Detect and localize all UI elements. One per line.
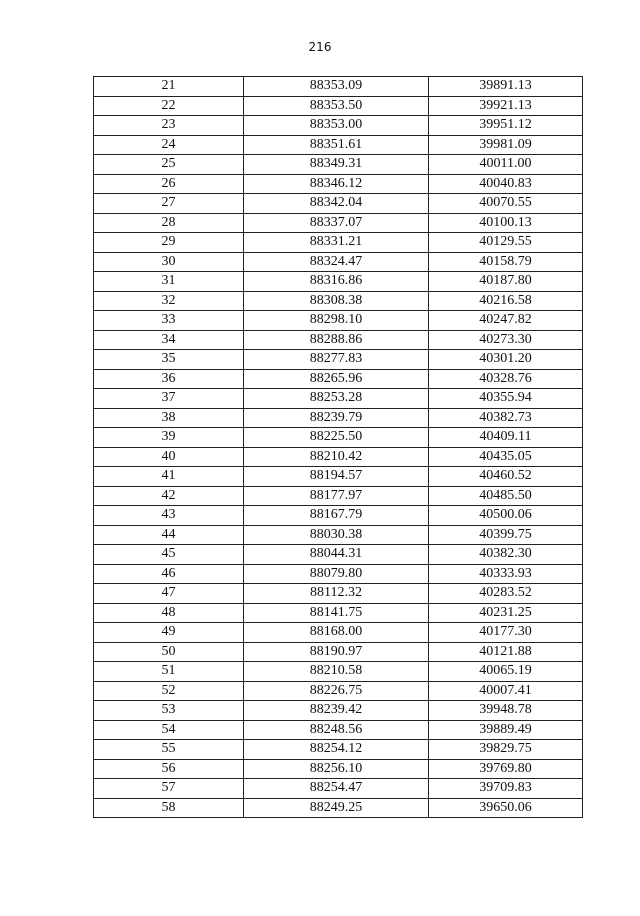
point-number-cell: 24 [94,135,244,155]
y-coordinate-cell: 40382.30 [429,545,583,565]
point-number-cell: 23 [94,116,244,136]
x-coordinate-cell: 88353.09 [244,77,429,97]
table-row [94,135,583,155]
x-coordinate-cell: 88353.50 [244,96,429,116]
y-coordinate-cell: 40435.05 [429,447,583,467]
x-coordinate-cell: 88210.42 [244,447,429,467]
table-row [94,798,583,818]
y-coordinate-cell: 40129.55 [429,233,583,253]
y-coordinate-cell: 40011.00 [429,155,583,175]
table-row [94,291,583,311]
point-number-cell: 48 [94,603,244,623]
point-number-cell: 54 [94,720,244,740]
point-number-cell: 45 [94,545,244,565]
point-number-cell: 58 [94,798,244,818]
x-coordinate-cell: 88256.10 [244,759,429,779]
point-number-cell: 42 [94,486,244,506]
point-number-cell: 44 [94,525,244,545]
table-row [94,759,583,779]
table-row [94,701,583,721]
y-coordinate-cell: 40355.94 [429,389,583,409]
y-coordinate-cell: 40100.13 [429,213,583,233]
x-coordinate-cell: 88194.57 [244,467,429,487]
y-coordinate-cell: 40328.76 [429,369,583,389]
table-row [94,740,583,760]
y-coordinate-cell: 39981.09 [429,135,583,155]
y-coordinate-cell: 39650.06 [429,798,583,818]
coordinate-table-body [94,77,583,818]
x-coordinate-cell: 88112.32 [244,584,429,604]
point-number-cell: 26 [94,174,244,194]
y-coordinate-cell: 40007.41 [429,681,583,701]
x-coordinate-cell: 88190.97 [244,642,429,662]
x-coordinate-cell: 88351.61 [244,135,429,155]
x-coordinate-cell: 88248.56 [244,720,429,740]
y-coordinate-cell: 40070.55 [429,194,583,214]
point-number-cell: 51 [94,662,244,682]
y-coordinate-cell: 40216.58 [429,291,583,311]
x-coordinate-cell: 88288.86 [244,330,429,350]
point-number-cell: 22 [94,96,244,116]
y-coordinate-cell: 39891.13 [429,77,583,97]
point-number-cell: 56 [94,759,244,779]
y-coordinate-cell: 40399.75 [429,525,583,545]
point-number-cell: 30 [94,252,244,272]
point-number-cell: 47 [94,584,244,604]
y-coordinate-cell: 39769.80 [429,759,583,779]
y-coordinate-cell: 39889.49 [429,720,583,740]
x-coordinate-cell: 88277.83 [244,350,429,370]
point-number-cell: 21 [94,77,244,97]
y-coordinate-cell: 40187.80 [429,272,583,292]
x-coordinate-cell: 88331.21 [244,233,429,253]
table-row [94,408,583,428]
x-coordinate-cell: 88167.79 [244,506,429,526]
y-coordinate-cell: 39948.78 [429,701,583,721]
table-row [94,720,583,740]
table-row [94,428,583,448]
point-number-cell: 34 [94,330,244,350]
x-coordinate-cell: 88265.96 [244,369,429,389]
y-coordinate-cell: 40301.20 [429,350,583,370]
y-coordinate-cell: 40460.52 [429,467,583,487]
table-row [94,155,583,175]
point-number-cell: 38 [94,408,244,428]
x-coordinate-cell: 88030.38 [244,525,429,545]
point-number-cell: 39 [94,428,244,448]
y-coordinate-cell: 40158.79 [429,252,583,272]
point-number-cell: 33 [94,311,244,331]
table-row [94,272,583,292]
table-row [94,681,583,701]
y-coordinate-cell: 39921.13 [429,96,583,116]
table-row [94,779,583,799]
x-coordinate-cell: 88254.12 [244,740,429,760]
table-row [94,564,583,584]
x-coordinate-cell: 88346.12 [244,174,429,194]
x-coordinate-cell: 88226.75 [244,681,429,701]
table-row [94,369,583,389]
x-coordinate-cell: 88342.04 [244,194,429,214]
point-number-cell: 46 [94,564,244,584]
point-number-cell: 35 [94,350,244,370]
x-coordinate-cell: 88254.47 [244,779,429,799]
table-row [94,96,583,116]
table-row [94,525,583,545]
point-number-cell: 32 [94,291,244,311]
table-row [94,506,583,526]
table-row [94,389,583,409]
point-number-cell: 53 [94,701,244,721]
table-row [94,252,583,272]
y-coordinate-cell: 39709.83 [429,779,583,799]
y-coordinate-cell: 40247.82 [429,311,583,331]
table-row [94,233,583,253]
point-number-cell: 40 [94,447,244,467]
point-number-cell: 57 [94,779,244,799]
y-coordinate-cell: 40283.52 [429,584,583,604]
point-number-cell: 31 [94,272,244,292]
y-coordinate-cell: 40040.83 [429,174,583,194]
y-coordinate-cell: 40273.30 [429,330,583,350]
table-row [94,194,583,214]
y-coordinate-cell: 40382.73 [429,408,583,428]
x-coordinate-cell: 88239.42 [244,701,429,721]
point-number-cell: 37 [94,389,244,409]
x-coordinate-cell: 88308.38 [244,291,429,311]
point-number-cell: 27 [94,194,244,214]
table-row [94,213,583,233]
y-coordinate-cell: 40177.30 [429,623,583,643]
point-number-cell: 43 [94,506,244,526]
table-row [94,642,583,662]
point-number-cell: 41 [94,467,244,487]
x-coordinate-cell: 88225.50 [244,428,429,448]
table-row [94,116,583,136]
x-coordinate-cell: 88079.80 [244,564,429,584]
y-coordinate-cell: 40333.93 [429,564,583,584]
x-coordinate-cell: 88239.79 [244,408,429,428]
table-row [94,311,583,331]
table-row [94,545,583,565]
table-row [94,662,583,682]
coordinate-table [93,76,583,818]
table-row [94,623,583,643]
x-coordinate-cell: 88324.47 [244,252,429,272]
table-row [94,467,583,487]
x-coordinate-cell: 88337.07 [244,213,429,233]
x-coordinate-cell: 88349.31 [244,155,429,175]
table-row [94,447,583,467]
point-number-cell: 28 [94,213,244,233]
point-number-cell: 49 [94,623,244,643]
point-number-cell: 50 [94,642,244,662]
page-number: 216 [308,40,332,54]
point-number-cell: 25 [94,155,244,175]
table-row [94,174,583,194]
table-row [94,584,583,604]
y-coordinate-cell: 39951.12 [429,116,583,136]
x-coordinate-cell: 88177.97 [244,486,429,506]
y-coordinate-cell: 40121.88 [429,642,583,662]
point-number-cell: 36 [94,369,244,389]
x-coordinate-cell: 88168.00 [244,623,429,643]
point-number-cell: 55 [94,740,244,760]
x-coordinate-cell: 88044.31 [244,545,429,565]
x-coordinate-cell: 88253.28 [244,389,429,409]
table-row [94,350,583,370]
x-coordinate-cell: 88141.75 [244,603,429,623]
x-coordinate-cell: 88353.00 [244,116,429,136]
table-row [94,486,583,506]
point-number-cell: 29 [94,233,244,253]
x-coordinate-cell: 88249.25 [244,798,429,818]
y-coordinate-cell: 39829.75 [429,740,583,760]
x-coordinate-cell: 88298.10 [244,311,429,331]
y-coordinate-cell: 40500.06 [429,506,583,526]
table-row [94,330,583,350]
table-row [94,77,583,97]
y-coordinate-cell: 40409.11 [429,428,583,448]
table-row [94,603,583,623]
x-coordinate-cell: 88210.58 [244,662,429,682]
y-coordinate-cell: 40231.25 [429,603,583,623]
y-coordinate-cell: 40485.50 [429,486,583,506]
x-coordinate-cell: 88316.86 [244,272,429,292]
point-number-cell: 52 [94,681,244,701]
y-coordinate-cell: 40065.19 [429,662,583,682]
